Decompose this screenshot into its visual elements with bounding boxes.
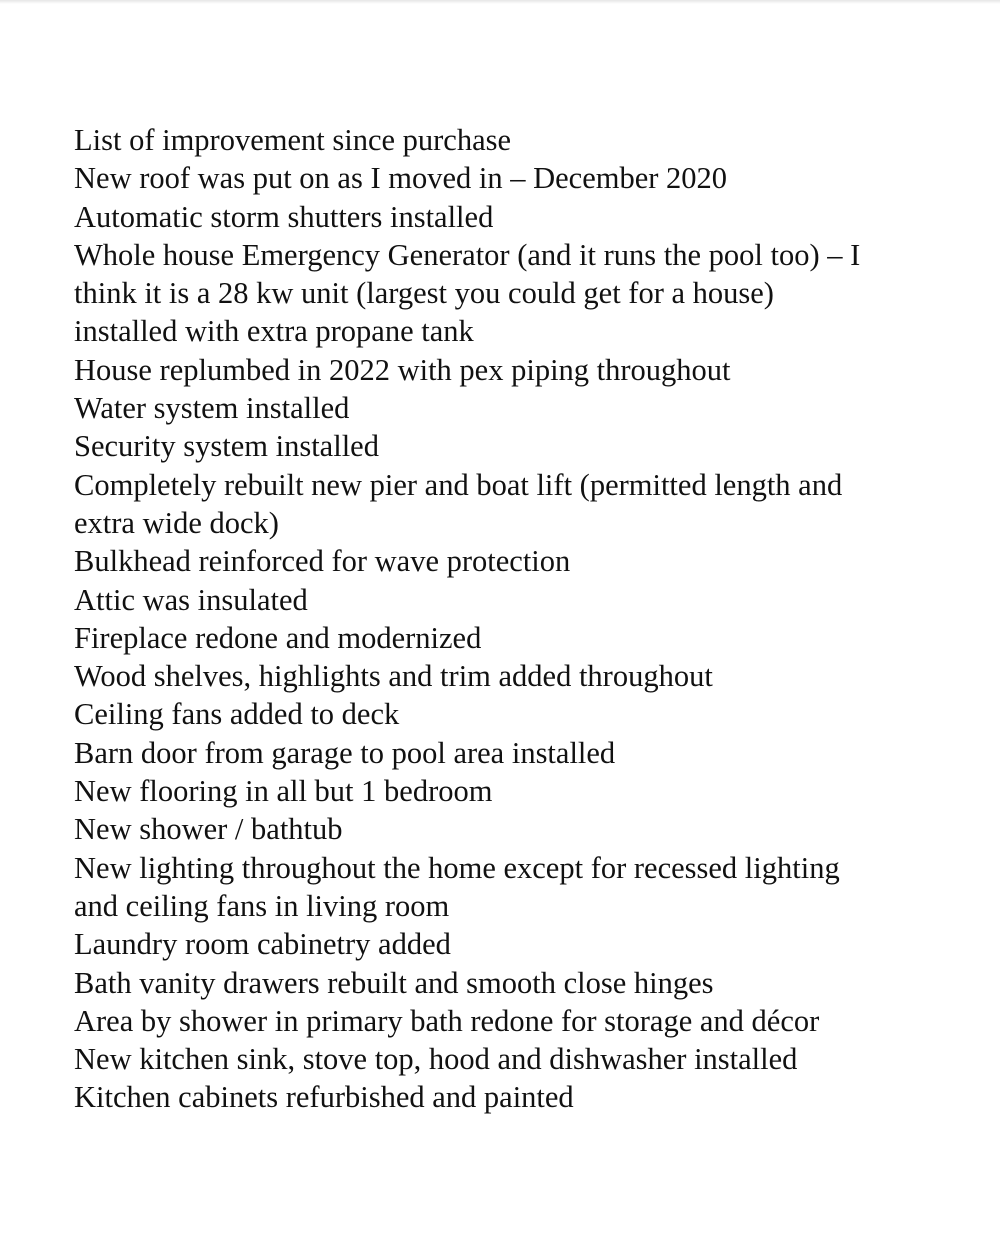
document-line: New kitchen sink, stove top, hood and dishwasher installed — [74, 1042, 798, 1077]
document-line: Bulkhead reinforced for wave protection — [74, 544, 571, 579]
document-line: think it is a 28 kw unit (largest you could get for a house) — [74, 276, 774, 311]
document-line: Kitchen cabinets refurbished and painted — [74, 1080, 574, 1115]
document-line: New shower / bathtub — [74, 812, 343, 847]
document-line: Wood shelves, highlights and trim added throughout — [74, 659, 713, 694]
document-line: extra wide dock) — [74, 505, 279, 540]
document-line: Area by shower in primary bath redone for storage and décor — [74, 1003, 820, 1038]
document-heading: List of improvement since purchase — [74, 123, 512, 157]
document-line: Fireplace redone and modernized — [74, 620, 482, 655]
improvements-document — [74, 121, 954, 1117]
document-line: Security system installed — [74, 429, 379, 464]
document-line: Automatic storm shutters installed — [74, 199, 494, 234]
document-line: Whole house Emergency Generator (and it runs the pool too) – I — [74, 237, 861, 272]
document-line: Ceiling fans added to deck — [74, 697, 400, 732]
document-line: installed with extra propane tank — [74, 314, 474, 349]
document-line: New lighting throughout the home except for recessed lighting — [74, 850, 840, 885]
page-top-edge — [0, 0, 1000, 4]
document-line: Water system installed — [74, 391, 350, 426]
document-line: Barn door from garage to pool area installed — [74, 735, 616, 770]
document-line: Laundry room cabinetry added — [74, 927, 451, 962]
document-line: Attic was insulated — [74, 582, 308, 617]
document-line: House replumbed in 2022 with pex piping throughout — [74, 352, 731, 387]
document-line: Completely rebuilt new pier and boat lift (permitted length and — [74, 467, 843, 502]
document-line: New flooring in all but 1 bedroom — [74, 774, 493, 809]
document-line: Bath vanity drawers rebuilt and smooth close hinges — [74, 965, 714, 1000]
document-line: and ceiling fans in living room — [74, 888, 450, 923]
document-line: New roof was put on as I moved in – December 2020 — [74, 161, 728, 196]
